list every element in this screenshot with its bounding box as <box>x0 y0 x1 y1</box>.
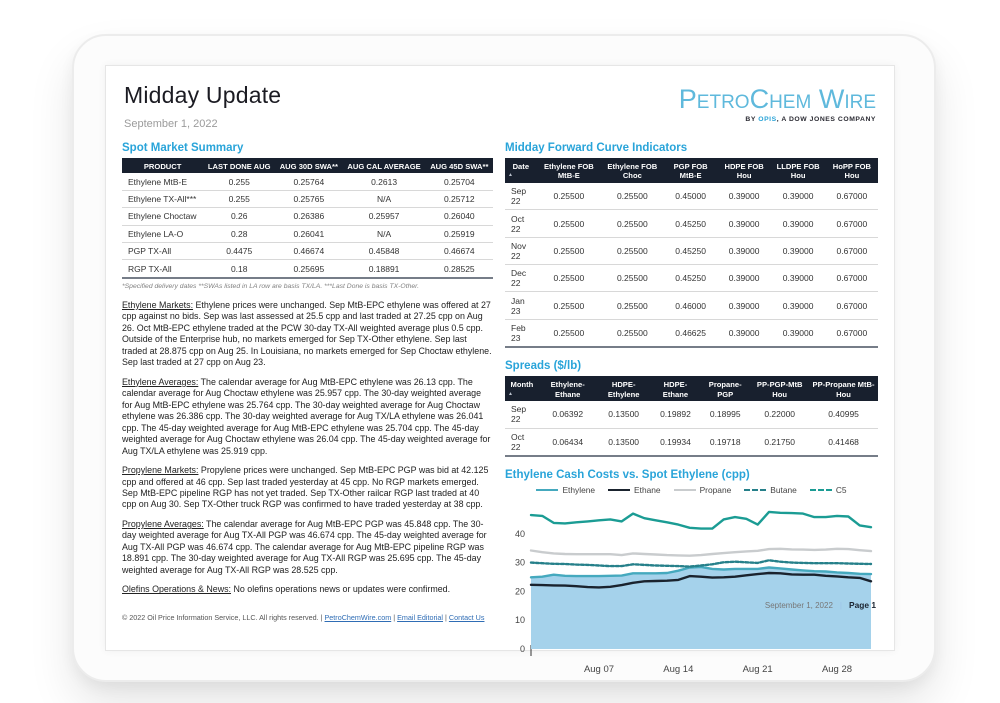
table-cell: 0.67000 <box>826 265 878 292</box>
line-chart-canvas <box>505 499 878 685</box>
table-cell: 0.28 <box>203 225 275 242</box>
x-tick-label: Aug 21 <box>742 663 773 675</box>
chart-legend <box>505 485 878 495</box>
document-header <box>122 78 878 130</box>
market-commentary <box>122 300 493 596</box>
table-row <box>122 173 493 190</box>
column-header: Propane-PGP <box>700 376 750 401</box>
table-cell: 0.25919 <box>426 225 493 242</box>
table-cell: 0.67000 <box>826 237 878 264</box>
footer-link[interactable]: Email Editorial <box>397 613 444 622</box>
table-row <box>122 260 493 278</box>
legend-swatch <box>536 489 558 491</box>
table-cell: 0.18891 <box>343 260 426 278</box>
left-column <box>122 138 493 624</box>
table-cell: 0.255 <box>203 173 275 190</box>
petrochem-wire-logo <box>679 86 876 123</box>
table-cell: 0.19934 <box>651 428 700 456</box>
table-cell: 0.39000 <box>771 319 826 347</box>
table-cell: Sep 22 <box>505 401 539 428</box>
table-cell: Ethylene TX-All*** <box>122 190 203 207</box>
table-cell: 0.255 <box>203 190 275 207</box>
table-cell: 0.41468 <box>809 428 878 456</box>
table-cell: 0.25500 <box>601 265 664 292</box>
table-cell: 0.45250 <box>664 237 718 264</box>
table-cell: RGP TX-All <box>122 260 203 278</box>
table-cell: 0.46000 <box>664 292 718 319</box>
table-cell: 0.45250 <box>664 210 718 237</box>
table-cell: 0.13500 <box>597 401 651 428</box>
table-cell: Oct 22 <box>505 210 537 237</box>
table-cell: 0.67000 <box>826 319 878 347</box>
table-row <box>505 319 878 347</box>
table-cell: Dec 22 <box>505 265 537 292</box>
table-cell: 0.4475 <box>203 242 275 259</box>
y-tick-label: 20 <box>514 586 525 597</box>
column-header: HoPP FOB Hou <box>826 158 878 183</box>
sort-ascending-icon: ▲ <box>508 172 513 179</box>
forward-curve-title: Midday Forward Curve Indicators <box>505 142 688 154</box>
table-cell: 0.26 <box>203 208 275 225</box>
column-header: LLDPE FOB Hou <box>771 158 826 183</box>
footer-link[interactable]: PetroChemWire.com <box>324 613 392 622</box>
legend-item-c5 <box>810 485 847 495</box>
column-header: AUG 45D SWA** <box>426 158 493 173</box>
table-row <box>505 183 878 210</box>
column-header: PGP FOB MtB-E <box>664 158 718 183</box>
legend-label: Ethylene <box>562 484 596 495</box>
table-cell: 0.22000 <box>750 401 809 428</box>
table-cell: N/A <box>343 225 426 242</box>
table-cell: 0.39000 <box>771 210 826 237</box>
table-cell: 0.39000 <box>718 265 771 292</box>
column-header: Date ▲ <box>505 158 537 183</box>
logo-wordmark: PETROCHEM WIRE <box>678 84 876 114</box>
table-cell: PGP TX-All <box>122 242 203 259</box>
document-screen <box>105 65 895 675</box>
column-header: AUG CAL AVERAGE <box>343 158 426 173</box>
legend-label: Propane <box>699 484 732 495</box>
table-row <box>505 401 878 428</box>
table-cell: 0.26386 <box>275 208 342 225</box>
table-cell: Ethylene MtB-E <box>122 173 203 190</box>
table-cell: 0.25712 <box>426 190 493 207</box>
table-cell: 0.25695 <box>275 260 342 278</box>
table-cell: 0.39000 <box>718 210 771 237</box>
ethylene-cash-cost-chart <box>505 485 878 690</box>
series-line-c5 <box>531 512 871 529</box>
y-tick-label: 0 <box>519 643 525 654</box>
table-row <box>505 210 878 237</box>
table-cell: 0.39000 <box>771 292 826 319</box>
table-cell: Ethylene LA-O <box>122 225 203 242</box>
commentary-paragraph: Olefins Operations & News: No olefins operations news or updates were confirmed. <box>122 584 451 595</box>
legend-swatch <box>810 489 832 491</box>
legend-item-propane <box>674 485 732 495</box>
footer-link[interactable]: Contact Us <box>448 613 485 622</box>
table-cell: 0.67000 <box>826 210 878 237</box>
column-header: PP-Propane MtB-Hou <box>809 376 878 401</box>
table-cell: Nov 22 <box>505 237 537 264</box>
y-tick-label: 10 <box>514 615 525 626</box>
opis-brand: OPIS <box>758 116 777 123</box>
table-cell: 0.39000 <box>718 183 771 210</box>
legend-swatch <box>608 489 630 491</box>
column-header: Ethylene FOB Choc <box>601 158 664 183</box>
commentary-paragraph: Propylene Markets: Propylene prices were unchanged. Sep MtB-EPC PGP was bid at 42.125 cpp and offered at 46 cpp. Sep last traded yesterday at 45 cpp. No RGP markets emerged. Sep MtB-EPC pipeline RGP has not yet traded. Sep TX-Other railcar RGP last traded at 40 cpp on Aug 30. Sep TX-Other truck RGP was confirmed to have traded yesterday at 38 cpp. <box>122 465 489 510</box>
table-cell: Sep 22 <box>505 183 537 210</box>
legend-swatch <box>744 489 766 491</box>
table-cell: 0.25500 <box>601 237 664 264</box>
column-header: AUG 30D SWA** <box>275 158 342 173</box>
table-cell: 0.40995 <box>809 401 878 428</box>
table-cell: 0.39000 <box>718 319 771 347</box>
table-cell: 0.25704 <box>426 173 493 190</box>
table-cell: 0.19718 <box>700 428 750 456</box>
table-row <box>122 242 493 259</box>
table-cell: 0.13500 <box>597 428 651 456</box>
forward-curve-table <box>505 158 878 348</box>
page-footer <box>765 600 876 610</box>
table-cell: 0.25500 <box>537 319 601 347</box>
footer-date: September 1, 2022 <box>764 600 833 610</box>
table-cell: 0.39000 <box>771 183 826 210</box>
table-cell: 0.39000 <box>771 237 826 264</box>
legend-swatch <box>674 489 696 491</box>
table-cell: 0.39000 <box>771 265 826 292</box>
spot-table-footnote: *Specified delivery dates **SWAs listed in LA row are basis TX/LA. ***Last Done is basis TX-Other. <box>122 282 420 290</box>
table-cell: 0.18 <box>203 260 275 278</box>
right-column <box>505 138 878 675</box>
table-cell: 0.18995 <box>700 401 750 428</box>
table-cell: 0.19892 <box>651 401 700 428</box>
column-header: HDPE FOB Hou <box>718 158 771 183</box>
series-line-propane <box>531 549 871 556</box>
table-cell: 0.39000 <box>718 237 771 264</box>
legend-label: Ethane <box>634 484 661 495</box>
legend-label: C5 <box>835 484 847 495</box>
table-row <box>505 292 878 319</box>
paragraph-lead: Ethylene Markets: <box>122 299 194 310</box>
paragraph-lead: Propylene Averages: <box>122 518 204 529</box>
table-cell: 0.2613 <box>343 173 426 190</box>
table-cell: 0.39000 <box>718 292 771 319</box>
table-row <box>505 265 878 292</box>
table-cell: 0.26041 <box>275 225 342 242</box>
column-header: Month ▲ <box>505 376 539 401</box>
x-tick-label: Aug 14 <box>663 663 694 675</box>
commentary-paragraph: Ethylene Markets: Ethylene prices were unchanged. Sep MtB-EPC ethylene was offered at 27 cpp against no bids. Sep was last assessed at 25.5 cpp and last traded at 27.25 cpp on Aug 26. Oct MtB-EPC ethylene traded at the PCW 30-day TX-All weighted average plus 0.5 cpp. Outside of the Enterprise hub, no markets emerged for Sep TX-Other ethylene. Sep last traded at 28.875 cpp on Aug 25. In Louisiana, no markets emerged for Sep Choctaw ethylene. Sep last traded at 27 cpp on Aug 23. <box>122 299 492 368</box>
column-header: LAST DONE AUG <box>203 158 275 173</box>
chart-title: Ethylene Cash Costs vs. Spot Ethylene (cpp) <box>505 468 750 481</box>
y-tick-label: 30 <box>514 557 525 568</box>
table-cell: 0.25500 <box>537 265 601 292</box>
table-cell: 0.67000 <box>826 292 878 319</box>
table-cell: 0.25764 <box>275 173 342 190</box>
table-cell: 0.25765 <box>275 190 342 207</box>
table-cell: 0.28525 <box>426 260 493 278</box>
y-tick-label: 40 <box>514 528 525 539</box>
logo-byline: BY OPIS, A DOW JONES COMPANY <box>745 116 876 123</box>
table-cell: 0.67000 <box>826 183 878 210</box>
copyright-footer: © 2022 Oil Price Information Service, LLC. All rights reserved. | PetroChemWire.com | Email Editorial | Contact Us <box>122 613 485 622</box>
spreads-table <box>505 376 878 457</box>
table-row <box>122 225 493 242</box>
page-number: Page 1 <box>848 600 876 610</box>
x-tick-label: Aug 07 <box>583 663 615 675</box>
table-cell: 0.25500 <box>537 210 601 237</box>
table-cell: 0.25500 <box>537 292 601 319</box>
column-header: PP-PGP-MtB Hou <box>750 376 809 401</box>
spot-market-summary-table <box>122 158 493 279</box>
column-header: HDPE-Ethane <box>651 376 700 401</box>
table-cell: 0.26040 <box>426 208 493 225</box>
page-title: Midday Update <box>124 82 282 108</box>
table-cell: 0.46674 <box>426 242 493 259</box>
commentary-paragraph: Ethylene Averages: The calendar average for Aug MtB-EPC ethylene was 26.13 cpp. The calendar average for Aug Choctaw ethylene was 25.957 cpp. The 30-day weighted average for Aug MtB-EPC ethylene was 25.764 cpp. The 30-day weighted average for Aug Choctaw ethylene was 26.386 cpp. The 30-day weighted average for Aug TX/LA ethylene was 26.041 cpp. The 45-day weighted average for Aug MtB-EPC ethylene was 25.704 cpp. The 45-day weighted average for Aug Choctaw ethylene was 26.04 cpp. The 45-day weighted average for Aug TX/LA ethylene was 25.919 cpp. <box>122 376 491 456</box>
table-cell: 0.46625 <box>664 319 718 347</box>
legend-label: Butane <box>770 484 797 495</box>
table-row <box>505 428 878 456</box>
table-row <box>122 190 493 207</box>
commentary-paragraph: Propylene Averages: The calendar average for Aug MtB-EPC PGP was 45.848 cpp. The 30-day weighted average for Aug TX-All PGP was 46.674 cpp. The 45-day weighted average for Aug TX-All PGP was 46.674 cpp. The calendar average for Aug MtB-EPC pipeline RGP was 18.891 cpp. The 30-day weighted average for Aug TX-All RGP was 25.695 cpp. The 45-day weighted average for Aug TX-All RGP was 28.525 cpp. <box>122 518 487 575</box>
table-cell: Ethylene Choctaw <box>122 208 203 225</box>
table-cell: 0.46674 <box>275 242 342 259</box>
column-header: Ethylene FOB MtB-E <box>537 158 601 183</box>
publication-date: September 1, 2022 <box>124 118 218 130</box>
table-cell: 0.21750 <box>750 428 809 456</box>
legend-item-butane <box>744 485 797 495</box>
table-cell: 0.25500 <box>537 237 601 264</box>
tablet-frame <box>72 34 936 682</box>
series-line-butane <box>531 560 871 566</box>
column-header: PRODUCT <box>122 158 203 173</box>
x-tick-label: Aug 28 <box>821 663 853 675</box>
column-header: Ethylene-Ethane <box>539 376 597 401</box>
footer-divider: | <box>839 600 842 610</box>
table-cell: 0.06434 <box>539 428 597 456</box>
paragraph-lead: Propylene Markets: <box>122 465 199 476</box>
table-cell: 0.25500 <box>601 319 664 347</box>
table-cell: 0.25500 <box>601 210 664 237</box>
paragraph-lead: Olefins Operations & News: <box>122 584 232 595</box>
legend-item-ethylene <box>536 485 595 495</box>
paragraph-lead: Ethylene Averages: <box>122 376 199 387</box>
table-row <box>122 208 493 225</box>
midday-update-document <box>106 66 894 675</box>
table-cell: 0.25500 <box>601 292 664 319</box>
sort-ascending-icon: ▲ <box>508 390 513 397</box>
column-header: HDPE-Ethylene <box>597 376 651 401</box>
table-cell: Oct 22 <box>505 428 539 456</box>
table-cell: 0.25500 <box>601 183 664 210</box>
table-cell: Feb 23 <box>505 319 537 347</box>
table-cell: 0.45250 <box>664 265 718 292</box>
table-cell: 0.25957 <box>343 208 426 225</box>
spreads-title: Spreads ($/lb) <box>505 360 582 373</box>
table-cell: 0.45000 <box>664 183 718 210</box>
table-cell: 0.06392 <box>539 401 597 428</box>
table-cell: N/A <box>343 190 426 207</box>
spot-market-summary-title: Spot Market Summary <box>122 142 244 154</box>
table-row <box>505 237 878 264</box>
table-cell: 0.25500 <box>537 183 601 210</box>
legend-item-ethane <box>608 485 661 495</box>
table-cell: 0.45848 <box>343 242 426 259</box>
table-cell: Jan 23 <box>505 292 537 319</box>
